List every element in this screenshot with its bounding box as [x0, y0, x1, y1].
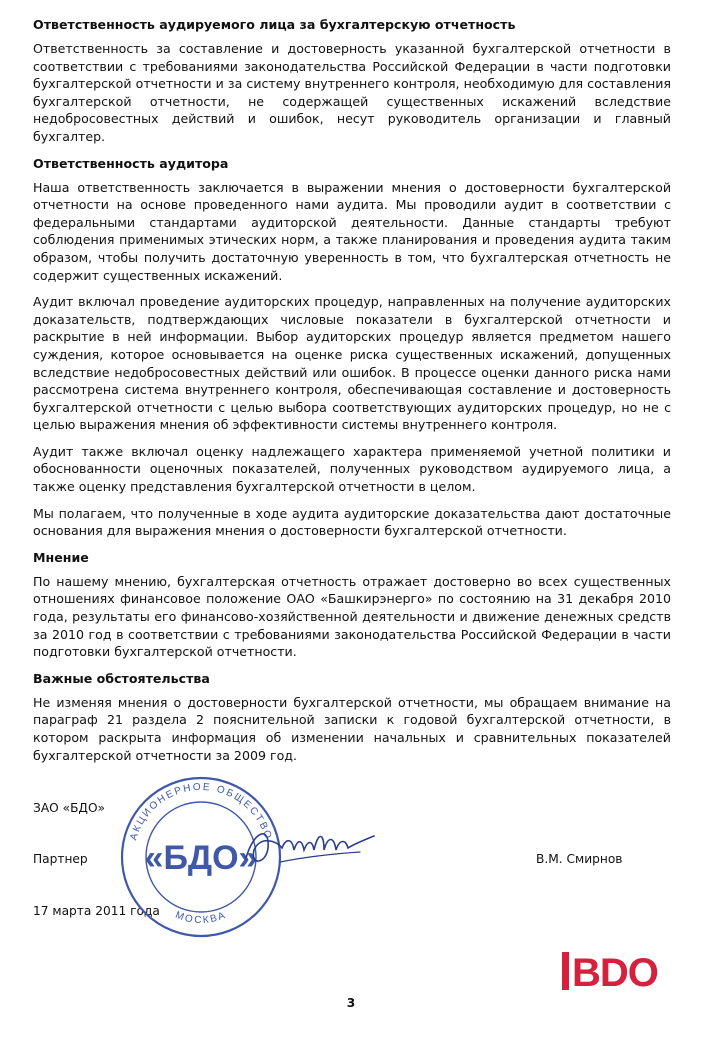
stamp-ring-top-text: АКЦИОНЕРНОЕ ОБЩЕСТВО — [128, 781, 274, 842]
signer-company: ЗАО «БДО» — [33, 801, 106, 815]
bdo-logo — [562, 948, 682, 994]
page-number: 3 — [346, 996, 356, 1010]
paragraph-auditor-responsibility-3: Аудит также включал оценку надлежащего характера применяемой учетной политики и обоснованности оценочных показателей, полученных руководством аудируемого лица, а также оценку представления бухгалтерской отчетности в целом. — [33, 443, 671, 495]
paragraph-auditor-responsibility-2: Аудит включал проведение аудиторских процедур, направленных на получение аудиторских доказательств, подтверждающих числовые показатели в бухгалтерской отчетности и раскрытие в ней информации. Выбор аудиторских процедур является предметом нашего суждения, которое основывается на оценке риска существенных искажений, допущенных вследствие недобросовестных действий или ошибок. В процессе оценки данного риска нами рассмотрена система внутреннего контроля, обеспечивающая составление и достоверность бухгалтерской отчетности с целью выбора соответствующих аудиторских процедур, но не с целью выражения мнения об эффективности системы внутреннего контроля. — [33, 294, 671, 433]
paragraph-important-circumstances: Не изменяя мнения о достоверности бухгалтерской отчетности, мы обращаем внимание на параграф 21 раздела 2 пояснительной записки к годовой бухгалтерской отчетности, в котором раскрыта информация об изменении начальных и сравнительных показателей бухгалтерской отчетности за 2009 год. — [33, 694, 671, 763]
signature-date: 17 марта 2011 года — [33, 904, 160, 918]
stamp-ring-bottom-text: МОСКВА — [173, 909, 229, 927]
handwritten-signature — [240, 818, 380, 878]
paragraph-entity-responsibility: Ответственность за составление и достоверность указанной бухгалтерской отчетности в соответствии с требованиями законодательства Российской Федерации в части подготовки бухгалтерской отчетности и за систему внутреннего контроля, необходимую для составления бухгалтерской отчетности, не содержащей существенных искажений вследствие недобросовестных действий и ошибок, несут руководитель организации и главный бухгалтер. — [33, 41, 671, 144]
section-heading-auditor-responsibility: Ответственность аудитора — [33, 155, 229, 171]
paragraph-auditor-responsibility-4: Мы полагаем, что полученные в ходе аудита аудиторские доказательства дают достаточные основания для выражения мнения о достоверности бухгалтерской отчетности. — [33, 505, 671, 539]
section-heading-important-circumstances: Важные обстоятельства — [33, 670, 210, 686]
stamp-center-text: «БДО» — [144, 839, 258, 877]
bdo-logo-text: BDO — [572, 951, 658, 994]
paragraph-opinion: По нашему мнению, бухгалтерская отчетность отражает достоверно во всех существенных отношениях финансовое положение ОАО «Башкирэнерго» по состоянию на 31 декабря 2010 года, результаты его финансово-хозяйственной деятельности и движение денежных средств за 2010 год в соответствии с требованиями законодательства Российской Федерации в части подготовки бухгалтерской отчетности. — [33, 573, 671, 660]
document-body — [33, 16, 671, 773]
signer-role: Партнер — [33, 852, 88, 866]
section-heading-opinion: Мнение — [33, 549, 89, 565]
paragraph-auditor-responsibility-1: Наша ответственность заключается в выражении мнения о достоверности бухгалтерской отчетности на основе проведенного нами аудита. Мы проводили аудит в соответствии с федеральными стандартами аудиторской деятельности. Данные стандарты требуют соблюдения применимых этических норм, а также планирования и проведения аудита таким образом, чтобы получить достаточную уверенность в том, что бухгалтерская отчетность не содержит существенных искажений. — [33, 179, 671, 283]
signer-name: В.М. Смирнов — [536, 852, 623, 866]
section-heading-entity-responsibility: Ответственность аудируемого лица за бухгалтерскую отчетность — [33, 17, 516, 32]
